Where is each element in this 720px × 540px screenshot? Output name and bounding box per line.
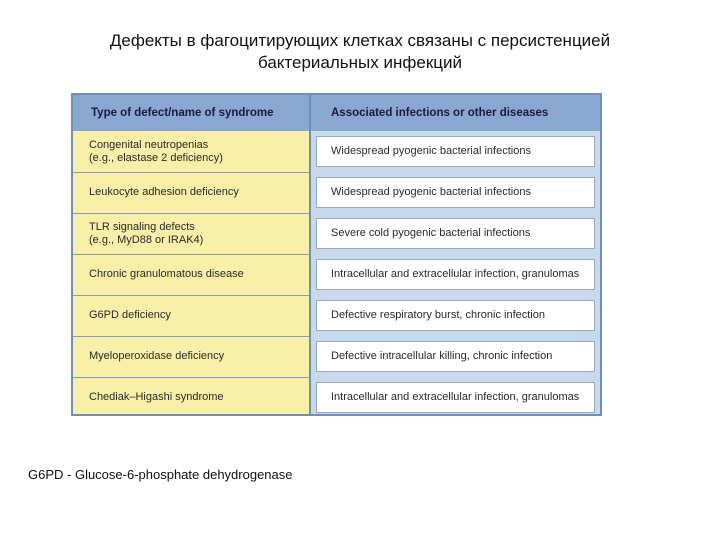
infection-cell: Widespread pyogenic bacterial infections: [316, 136, 595, 167]
slide-title-line-1: Дефекты в фагоцитирующих клетках связаны с персистенцией: [109, 31, 611, 50]
defect-cell-line: G6PD deficiency: [89, 309, 171, 321]
header-defect: Type of defect/name of syndrome: [91, 107, 274, 119]
table-header-row: [73, 95, 600, 131]
infection-cell: Intracellular and extracellular infection, granulomas: [316, 382, 595, 413]
defect-cell: [89, 172, 304, 213]
defect-cell-line: (e.g., MyD88 or IRAK4): [89, 233, 204, 246]
slide-title-line-2: бактериальных инфекций: [258, 53, 462, 72]
defect-cell: [89, 131, 304, 172]
header-infections: Associated infections or other diseases: [331, 107, 549, 119]
defect-cell-line: Leukocyte adhesion deficiency: [89, 186, 239, 198]
infection-cell: Intracellular and extracellular infection, granulomas: [316, 259, 595, 290]
defect-cell-line: Congenital neutropenias: [89, 138, 209, 151]
footnote: G6PD - Glucose-6-phosphate dehydrogenase: [28, 467, 293, 482]
defect-cell: [89, 213, 304, 254]
defect-cell-line: Chronic granulomatous disease: [89, 268, 244, 280]
defect-cell: [89, 336, 304, 377]
defect-cell: [89, 254, 304, 295]
infection-cell: Defective respiratory burst, chronic infection: [316, 300, 595, 331]
infection-cell: Defective intracellular killing, chronic infection: [316, 341, 595, 372]
column-divider: [309, 95, 311, 414]
slide-title: [60, 30, 660, 74]
infection-cell: Widespread pyogenic bacterial infections: [316, 177, 595, 208]
defect-cell-line: (e.g., elastase 2 deficiency): [89, 151, 223, 164]
defects-table: [71, 93, 602, 416]
defect-cell-line: Chediak–Higashi syndrome: [89, 391, 224, 403]
infection-cell: Severe cold pyogenic bacterial infections: [316, 218, 595, 249]
defect-cell-line: Myeloperoxidase deficiency: [89, 350, 225, 362]
defect-cell: [89, 295, 304, 336]
defect-cell-line: TLR signaling defects: [89, 220, 195, 233]
defect-cell: [89, 377, 304, 418]
